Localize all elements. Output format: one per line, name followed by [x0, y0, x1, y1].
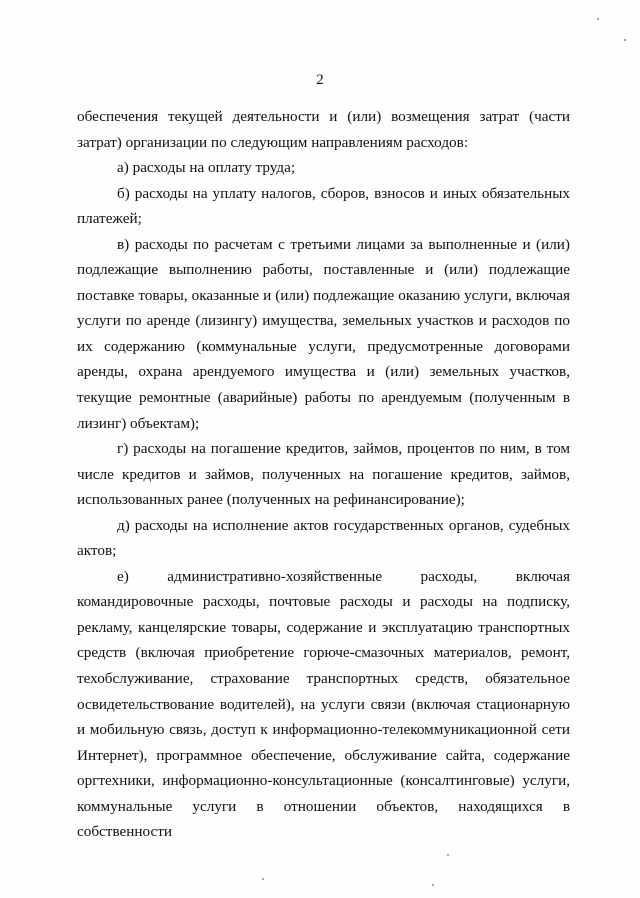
page-number: 2 — [316, 72, 324, 88]
scan-speck — [432, 884, 434, 886]
paragraph-item-v: в) расходы по расчетам с третьими лицами за выполненные и (или) подлежащие выполнению работы, поставленные и (или) подлежащие поставке товары, оказанные и (или) подлежащие оказанию услуги, включая услуги по аренде (лизингу) имущества, земельных участков и расходов по их содержанию (коммунальные услуги, предусмотренные договорами аренды, охрана арендуемого имущества и (или) земельных участков, текущие ремонтные (аварийные) работы по арендуемым (полученным в лизинг) объектам); — [77, 235, 570, 432]
scan-speck — [262, 878, 264, 880]
paragraph-intro: обеспечения текущей деятельности и (или) возмещения затрат (части затрат) организации по следующим направлениям расходов: — [77, 108, 570, 151]
scan-speck — [597, 18, 599, 20]
paragraph-item-a: а) расходы на оплату труда; — [117, 159, 296, 177]
scan-speck — [624, 39, 626, 41]
paragraph-item-g: г) расходы на погашение кредитов, займов, процентов по ним, в том числе кредитов и займов, полученных на погашение кредитов, займов, использованных ранее (полученных на рефинансирование); — [77, 440, 570, 509]
document-body — [77, 104, 570, 845]
paragraph-item-d: д) расходы на исполнение актов государственных органов, судебных актов; — [77, 516, 570, 560]
scan-speck — [447, 854, 449, 856]
paragraph-item-b: б) расходы на уплату налогов, сборов, взносов и иных обязательных платежей; — [77, 184, 570, 228]
paragraph-item-e: е) административно-хозяйственные расходы, включая командировочные расходы, почтовые расходы и расходы на подписку, рекламу, канцелярские товары, содержание и эксплуатацию транспортных средств (включая приобретение горюче-смазочных материалов, ремонт, техобслуживание, страхование транспортных средств, обязательное освидетельствование водителей), на услуги связи (включая стационарную и мобильную связь, доступ к информационно-телекоммуникационной сети Интернет), программное обеспечение, обслуживание сайта, содержание оргтехники, информационно-консультационные (консалтинговые) услуги, коммунальные услуги в отношении объектов, находящихся в собственности — [77, 567, 570, 841]
